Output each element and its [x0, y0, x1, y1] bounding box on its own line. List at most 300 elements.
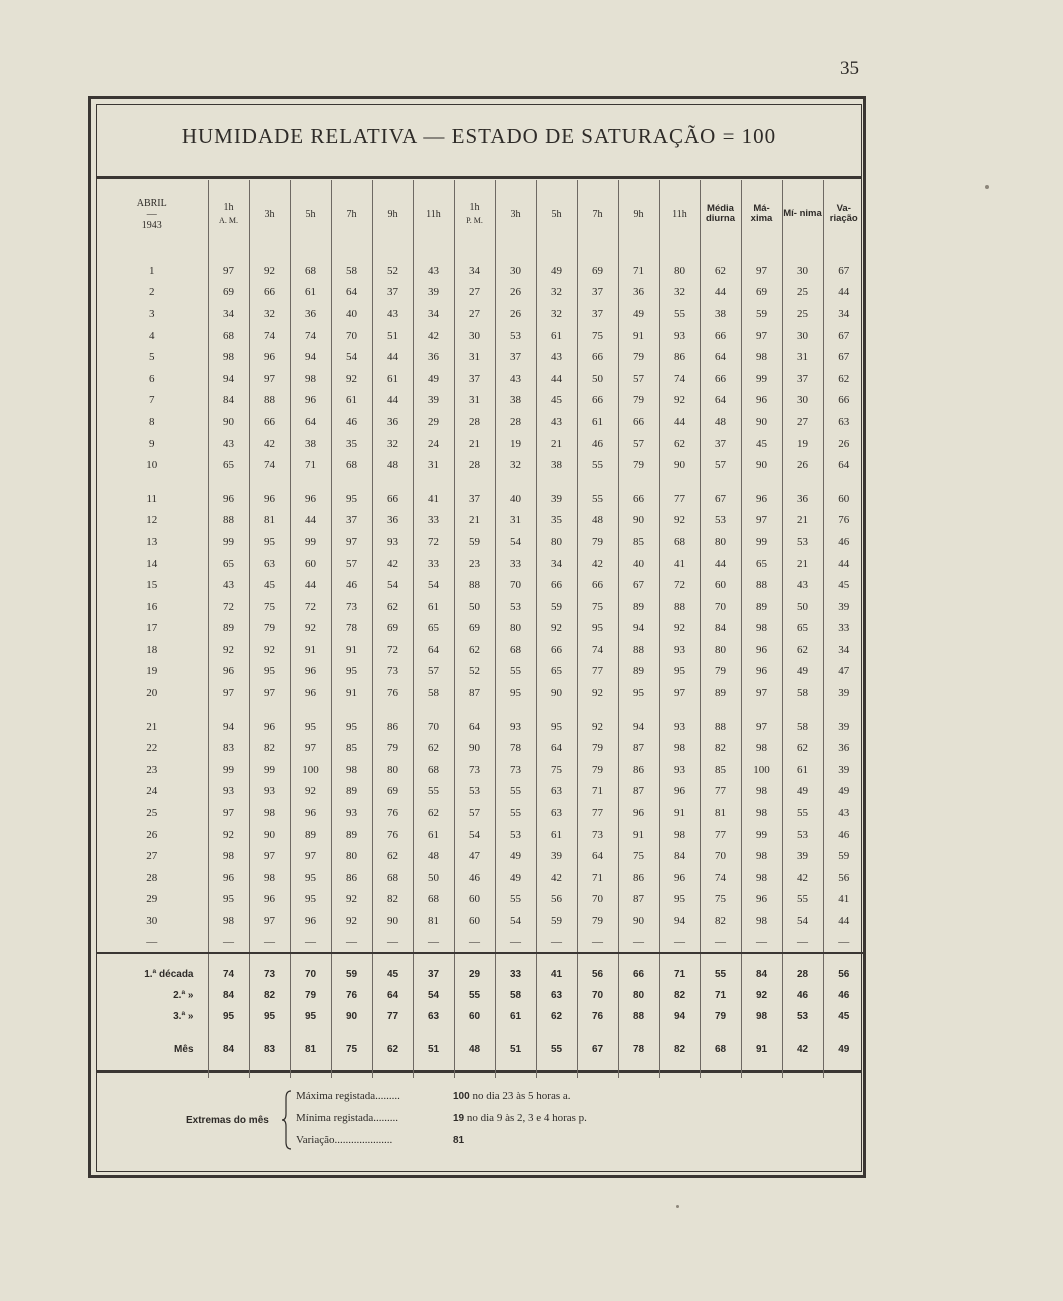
value-cell: 57: [331, 553, 372, 575]
value-cell: 89: [618, 661, 659, 683]
spacer-cell: [413, 704, 454, 716]
value-cell: 55: [413, 781, 454, 803]
value-cell: 57: [413, 661, 454, 683]
value-cell: 62: [782, 737, 823, 759]
spacer-cell: [536, 248, 577, 260]
value-cell: 65: [413, 618, 454, 640]
day-cell: 24: [146, 785, 158, 798]
dash-cell: —: [782, 932, 823, 953]
value-cell: 46: [823, 531, 864, 553]
value-cell: 55: [782, 889, 823, 911]
day-cell: 21: [146, 720, 158, 733]
value-cell: 21: [536, 433, 577, 455]
value-cell: 77: [577, 661, 618, 683]
table-row: [96, 531, 864, 553]
value-cell: 95: [495, 682, 536, 704]
spacer-cell: [823, 704, 864, 716]
value-cell: 92: [577, 716, 618, 738]
value-cell: 43: [495, 368, 536, 390]
spacer-cell: [495, 248, 536, 260]
value-cell: 93: [331, 802, 372, 824]
value-cell: 42: [372, 553, 413, 575]
value-cell: 63: [823, 411, 864, 433]
spacer-cell: [249, 248, 290, 260]
day-cell: 15: [146, 579, 158, 592]
value-cell: 86: [618, 867, 659, 889]
summary-value: 71: [700, 985, 741, 1006]
value-cell: 90: [208, 411, 249, 433]
value-cell: 46: [331, 411, 372, 433]
value-cell: 29: [413, 411, 454, 433]
spacer-cell: [659, 1060, 700, 1078]
spacer-cell: [96, 476, 208, 488]
value-cell: 97: [208, 802, 249, 824]
spacer-cell: [372, 1027, 413, 1039]
value-cell: 60: [823, 488, 864, 510]
value-cell: 53: [495, 596, 536, 618]
value-cell: 96: [249, 889, 290, 911]
value-cell: 70: [413, 716, 454, 738]
summary-value: 59: [331, 964, 372, 985]
value-cell: 49: [495, 845, 536, 867]
dash-cell: —: [331, 932, 372, 953]
value-cell: 94: [618, 618, 659, 640]
value-cell: 71: [577, 781, 618, 803]
value-cell: 75: [577, 325, 618, 347]
value-cell: 98: [208, 845, 249, 867]
value-cell: 88: [249, 390, 290, 412]
value-cell: 34: [823, 639, 864, 661]
value-cell: 34: [536, 553, 577, 575]
spacer-cell: [249, 704, 290, 716]
value-cell: 33: [823, 618, 864, 640]
value-cell: 98: [249, 867, 290, 889]
separator-cell: [536, 953, 577, 964]
value-cell: 100: [741, 759, 782, 781]
value-cell: 95: [331, 488, 372, 510]
extremes-label: Extremas do mês: [186, 1115, 269, 1126]
value-cell: 97: [208, 682, 249, 704]
day-cell: 29: [146, 893, 158, 906]
value-cell: 98: [249, 802, 290, 824]
spacer-cell: [495, 476, 536, 488]
value-cell: 71: [290, 454, 331, 476]
value-cell: 66: [249, 411, 290, 433]
value-cell: 95: [249, 661, 290, 683]
value-cell: 32: [659, 282, 700, 304]
value-cell: 75: [700, 889, 741, 911]
value-cell: 68: [413, 889, 454, 911]
value-cell: 42: [577, 553, 618, 575]
value-cell: 96: [208, 661, 249, 683]
value-cell: 80: [331, 845, 372, 867]
table-row: [96, 781, 864, 803]
value-cell: 21: [782, 553, 823, 575]
table-row: [96, 303, 864, 325]
value-cell: 76: [823, 510, 864, 532]
value-cell: 99: [741, 368, 782, 390]
value-cell: 55: [495, 802, 536, 824]
spacer-cell: [96, 704, 208, 716]
value-cell: 98: [208, 910, 249, 932]
hour-header: 11h: [413, 180, 454, 248]
value-cell: 44: [823, 910, 864, 932]
value-cell: 43: [372, 303, 413, 325]
value-cell: 67: [823, 346, 864, 368]
value-cell: 60: [700, 574, 741, 596]
value-cell: 98: [331, 759, 372, 781]
summary-value: 77: [372, 1006, 413, 1027]
dash-cell: —: [700, 932, 741, 953]
value-cell: 42: [249, 433, 290, 455]
spacer-cell: [618, 248, 659, 260]
humidity-table: [96, 180, 864, 1078]
summary-value: 45: [823, 1006, 864, 1027]
spacer-cell: [823, 1060, 864, 1078]
summary-value: 78: [618, 1039, 659, 1060]
spacer-cell: [823, 476, 864, 488]
summary-value: 74: [208, 964, 249, 985]
value-cell: 95: [208, 889, 249, 911]
value-cell: 89: [618, 596, 659, 618]
value-cell: 98: [741, 867, 782, 889]
spacer-cell: [372, 1060, 413, 1078]
value-cell: 92: [659, 390, 700, 412]
value-cell: 80: [700, 639, 741, 661]
value-cell: 97: [741, 510, 782, 532]
value-cell: 62: [782, 639, 823, 661]
value-cell: 97: [741, 716, 782, 738]
table-row: [96, 661, 864, 683]
value-cell: 86: [659, 346, 700, 368]
summary-value: 62: [372, 1039, 413, 1060]
spacer-row: [96, 1027, 864, 1039]
value-cell: 93: [372, 531, 413, 553]
dash-cell: —: [618, 932, 659, 953]
summary-label: 1.ª década: [144, 968, 194, 980]
summary-label: Mês: [174, 1043, 194, 1055]
spacer-cell: [823, 1027, 864, 1039]
separator-cell: [495, 953, 536, 964]
value-cell: 21: [454, 433, 495, 455]
extremes-section: [96, 1088, 862, 1158]
value-cell: 85: [618, 531, 659, 553]
value-cell: 53: [700, 510, 741, 532]
value-cell: 42: [782, 867, 823, 889]
value-cell: 54: [372, 574, 413, 596]
value-cell: 36: [372, 510, 413, 532]
value-cell: 54: [495, 910, 536, 932]
summary-value: 53: [782, 1006, 823, 1027]
summary-value: 37: [413, 964, 454, 985]
spacer-cell: [372, 476, 413, 488]
value-cell: 69: [372, 618, 413, 640]
spacer-cell: [331, 476, 372, 488]
spacer-cell: [536, 476, 577, 488]
hour-header: 1h P. M.: [454, 180, 495, 248]
value-cell: 89: [208, 618, 249, 640]
value-cell: 95: [577, 618, 618, 640]
value-cell: 96: [741, 488, 782, 510]
value-cell: 100: [290, 759, 331, 781]
value-cell: 64: [454, 716, 495, 738]
value-cell: 63: [249, 553, 290, 575]
minima-header: Mí- nima: [782, 180, 823, 248]
value-cell: 80: [495, 618, 536, 640]
value-cell: 66: [249, 282, 290, 304]
value-cell: 96: [741, 889, 782, 911]
value-cell: 48: [700, 411, 741, 433]
value-cell: 90: [618, 510, 659, 532]
spacer-cell: [577, 476, 618, 488]
value-cell: 98: [741, 781, 782, 803]
value-cell: 37: [700, 433, 741, 455]
value-cell: 52: [372, 260, 413, 282]
summary-value: 66: [618, 964, 659, 985]
hour-header: 7h: [331, 180, 372, 248]
summary-value: 80: [618, 985, 659, 1006]
dash-cell: —: [536, 932, 577, 953]
value-cell: 93: [495, 716, 536, 738]
day-cell: 16: [146, 600, 158, 613]
value-cell: 95: [536, 716, 577, 738]
value-cell: 72: [413, 531, 454, 553]
value-cell: 87: [618, 889, 659, 911]
value-cell: 64: [413, 639, 454, 661]
value-cell: 97: [741, 260, 782, 282]
value-cell: 94: [290, 346, 331, 368]
day-cell: 27: [146, 850, 158, 863]
minima-label: Mínima registada.........: [296, 1112, 399, 1124]
value-cell: 85: [700, 759, 741, 781]
value-cell: 32: [372, 433, 413, 455]
summary-value: 29: [454, 964, 495, 985]
table-row: [96, 325, 864, 347]
spacer-cell: [659, 248, 700, 260]
table-row: [96, 488, 864, 510]
value-cell: 50: [413, 867, 454, 889]
spacer-cell: [536, 1060, 577, 1078]
value-cell: 93: [249, 781, 290, 803]
value-cell: 75: [618, 845, 659, 867]
separator-cell: [96, 953, 208, 964]
value-cell: 58: [782, 682, 823, 704]
value-cell: 80: [536, 531, 577, 553]
value-cell: 98: [741, 910, 782, 932]
value-cell: 60: [290, 553, 331, 575]
spacer-cell: [249, 1027, 290, 1039]
day-cell: 4: [149, 329, 155, 342]
maxima-note: no dia 23 às 5 horas a.: [472, 1090, 571, 1102]
value-cell: 64: [577, 845, 618, 867]
value-cell: 43: [536, 411, 577, 433]
value-cell: 97: [249, 910, 290, 932]
minima-value-line: [453, 1112, 587, 1124]
value-cell: 74: [249, 325, 290, 347]
value-cell: 68: [208, 325, 249, 347]
value-cell: 31: [454, 390, 495, 412]
value-cell: 72: [659, 574, 700, 596]
value-cell: 46: [454, 867, 495, 889]
value-cell: 66: [700, 368, 741, 390]
value-cell: 55: [495, 889, 536, 911]
value-cell: 68: [495, 639, 536, 661]
value-cell: 36: [413, 346, 454, 368]
value-cell: 87: [618, 781, 659, 803]
spacer-cell: [782, 704, 823, 716]
value-cell: 73: [331, 596, 372, 618]
summary-value: 60: [454, 1006, 495, 1027]
value-cell: 77: [700, 781, 741, 803]
value-cell: 34: [454, 260, 495, 282]
day-cell: 13: [146, 535, 158, 548]
spacer-cell: [208, 704, 249, 716]
dash-cell: —: [372, 932, 413, 953]
value-cell: 72: [372, 639, 413, 661]
value-cell: 41: [659, 553, 700, 575]
summary-value: 33: [495, 964, 536, 985]
value-cell: 96: [249, 488, 290, 510]
value-cell: 25: [782, 303, 823, 325]
value-cell: 30: [495, 260, 536, 282]
value-cell: 96: [741, 390, 782, 412]
value-cell: 66: [618, 411, 659, 433]
dash-cell: —: [495, 932, 536, 953]
value-cell: 66: [577, 574, 618, 596]
value-cell: 35: [331, 433, 372, 455]
value-cell: 37: [454, 488, 495, 510]
dash-row: [96, 932, 864, 953]
summary-value: 49: [823, 1039, 864, 1060]
summary-value: 70: [290, 964, 331, 985]
table-row: [96, 737, 864, 759]
value-cell: 94: [659, 910, 700, 932]
value-cell: 67: [823, 325, 864, 347]
header-row: [96, 180, 864, 248]
hour-header: 3h: [249, 180, 290, 248]
spacer-cell: [413, 248, 454, 260]
value-cell: 46: [577, 433, 618, 455]
value-cell: 96: [208, 488, 249, 510]
value-cell: 87: [454, 682, 495, 704]
summary-value: 55: [536, 1039, 577, 1060]
summary-value: 51: [495, 1039, 536, 1060]
day-cell: 25: [146, 807, 158, 820]
spacer-cell: [700, 476, 741, 488]
spacer-cell: [413, 1027, 454, 1039]
value-cell: 97: [659, 682, 700, 704]
summary-value: 83: [249, 1039, 290, 1060]
value-cell: 32: [536, 303, 577, 325]
summary-value: 95: [290, 1006, 331, 1027]
value-cell: 97: [249, 682, 290, 704]
summary-value: 63: [536, 985, 577, 1006]
value-cell: 92: [249, 260, 290, 282]
value-cell: 75: [249, 596, 290, 618]
value-cell: 87: [618, 737, 659, 759]
value-cell: 93: [659, 716, 700, 738]
value-cell: 26: [782, 454, 823, 476]
value-cell: 66: [577, 346, 618, 368]
value-cell: 39: [536, 845, 577, 867]
value-cell: 47: [454, 845, 495, 867]
value-cell: 80: [372, 759, 413, 781]
spacer-cell: [618, 1027, 659, 1039]
spacer-cell: [249, 476, 290, 488]
separator-cell: [413, 953, 454, 964]
value-cell: 53: [782, 824, 823, 846]
dash-cell: —: [290, 932, 331, 953]
value-cell: 96: [290, 802, 331, 824]
value-cell: 91: [659, 802, 700, 824]
spacer-cell: [700, 1060, 741, 1078]
value-cell: 38: [290, 433, 331, 455]
table-row: [96, 639, 864, 661]
summary-row: [96, 964, 864, 985]
value-cell: 34: [413, 303, 454, 325]
day-cell: 28: [146, 871, 158, 884]
spacer-cell: [618, 476, 659, 488]
value-cell: 76: [372, 824, 413, 846]
spacer-cell: [208, 1060, 249, 1078]
value-cell: 55: [495, 661, 536, 683]
value-cell: 90: [659, 454, 700, 476]
summary-value: 56: [577, 964, 618, 985]
value-cell: 36: [782, 488, 823, 510]
value-cell: 99: [741, 824, 782, 846]
variacao-value-line: [453, 1134, 464, 1146]
value-cell: 42: [413, 325, 454, 347]
value-cell: 97: [290, 737, 331, 759]
day-cell: 1: [149, 264, 155, 277]
summary-value: 46: [823, 985, 864, 1006]
value-cell: 31: [782, 346, 823, 368]
value-cell: 98: [208, 346, 249, 368]
value-cell: 90: [741, 454, 782, 476]
value-cell: 19: [782, 433, 823, 455]
spacer-cell: [495, 1027, 536, 1039]
value-cell: 89: [331, 824, 372, 846]
value-cell: 81: [413, 910, 454, 932]
value-cell: 39: [823, 596, 864, 618]
minima-value: 19: [453, 1113, 465, 1124]
value-cell: 78: [495, 737, 536, 759]
value-cell: 82: [700, 910, 741, 932]
spacer-cell: [495, 704, 536, 716]
value-cell: 43: [536, 346, 577, 368]
value-cell: 73: [495, 759, 536, 781]
value-cell: 61: [536, 325, 577, 347]
value-cell: 89: [741, 596, 782, 618]
spacer-cell: [700, 1027, 741, 1039]
separator-cell: [823, 953, 864, 964]
value-cell: 64: [700, 390, 741, 412]
decade-gap-row: [96, 704, 864, 716]
value-cell: 95: [331, 661, 372, 683]
value-cell: 74: [249, 454, 290, 476]
page-number: 35: [840, 58, 859, 79]
table-row: [96, 682, 864, 704]
value-cell: 65: [782, 618, 823, 640]
summary-row: [96, 985, 864, 1006]
summary-value: 41: [536, 964, 577, 985]
table-row: [96, 867, 864, 889]
spacer-cell: [454, 248, 495, 260]
value-cell: 92: [659, 510, 700, 532]
value-cell: 98: [290, 368, 331, 390]
value-cell: 91: [290, 639, 331, 661]
value-cell: 43: [782, 574, 823, 596]
